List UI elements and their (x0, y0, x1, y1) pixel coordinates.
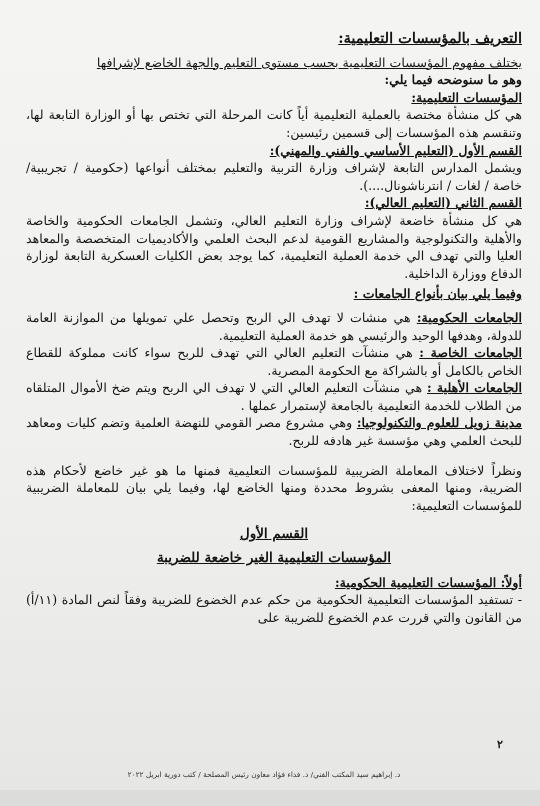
label-zewail-city: مدينة زويل للعلوم والتكنولوجيا: (356, 415, 522, 431)
part-1-heading: القسم الأول (239, 526, 309, 543)
heading-section-2: القسم الثاني (التعليم العالي): (364, 195, 522, 211)
part-1-subheading: المؤسسات التعليمية الغير خاضعة للضريبة (156, 550, 392, 567)
item-ahlia-universities (26, 379, 522, 414)
types-intro: وفيما يلي بيان بأنواع الجامعات : (353, 286, 522, 302)
text-zewail-city: وهي مشروع مصر القومي للنهضة العلمية وتضم كليات ومعاهد للبحث العلمي وهي مؤسسة غير هادفه للربح. (26, 415, 522, 449)
item-private-universities (26, 344, 522, 379)
heading-institutions: المؤسسات التعليمية: (411, 89, 522, 105)
bottom-edge (0, 790, 540, 806)
heading-first-government: أولاً: المؤسسات التعليمية الحكومية: (334, 574, 522, 590)
text-private-universities: هي منشآت التعليم العالي التي تهدف للربح سواء كانت مملوكة للقطاع الخاص بالكامل أو بالشراكة مع الحكومة المصرية. (26, 345, 522, 378)
paragraph-section-1: ويشمل المدارس التابعة لإشراف وزارة التربية والتعليم بمختلف أنواعها (حكومية / تجريبية/ خاصة / لغات / انترناشونال....). (26, 160, 522, 193)
paragraph-institutions: هي كل منشأة مختصة بالعملية التعليمية أياً كانت المرحلة التي تختص بها أو الوزارة التابعة لها، وتنقسم هذه المؤسسات إلى قسمين رئيسين: (26, 107, 522, 140)
label-ahlia-universities: الجامعات الأهلية : (427, 380, 523, 396)
label-government-universities: الجامعات الحكومية: (416, 309, 522, 325)
intro-line-1: يختلف مفهوم المؤسسات التعليمية بحسب مستوى التعليم والجهة الخاضع لإشرافها (96, 54, 522, 70)
page-footer: د. إبراهيم سيد المكتب الفني/ د. فداء فؤاد معاون رئيس المصلحة / كتب دورية ابريل ٢٠٢٢ (127, 770, 401, 779)
paragraph-section-2: هي كل منشأة خاضعة لإشراف وزارة التعليم العالي، وتشمل الجامعات الحكومية والخاصة والأهلية والتكنولوجية والمشاريع القومية لدعم البحث العلمي والأكاديميات المتخصصة والمعاهد العليا والتي تهدف الي خدمة العملية التعليمية، كما يوجد بعض الكليات العسكرية التابعة لوزارة الدفاع ووزارة الداخلية. (26, 212, 522, 281)
page-body (26, 30, 522, 626)
text-government-universities: هي منشات لا تهدف الي الربح وتحصل علي تمويلها من الموازنة العامة للدولة، وهدفها الوحيد والرئيسي هو خدمة العملية التعليمية. (26, 309, 522, 343)
item-zewail-city (26, 414, 522, 449)
item-government-universities (26, 309, 522, 344)
label-private-universities: الجامعات الخاصة : (419, 345, 522, 361)
page-title: التعريف بالمؤسسات التعليمية: (338, 30, 522, 47)
text-ahlia-universities: هي منشآت التعليم العالي التي لا تهدف الي الربح ويتم ضخ الأموال المتلقاه من الطلاب للخدمة التعليمية بالجامعة لإستمرار عملها . (26, 380, 522, 413)
paragraph-tax-intro: ونظراً لاختلاف المعاملة الضريبية للمؤسسات التعليمية فمنها ما هو غير خاضع لأحكام هذه الضريبة، ومنها المعفى بشروط محددة ومنها الخاضع لها، وفيما يلي بيان للمعاملة الضريبية للمؤسسات التعليمية: (26, 462, 522, 513)
bullet-first-government: - تستفيد المؤسسات التعليمية الحكومية من حكم عدم الخضوع للضريبة وفقاً لنص المادة (١١/أ) من القانون والتي قررت عدم الخضوع للضريبة على (26, 591, 522, 626)
intro-line-2: وهو ما سنوضحه فيما يلي: (384, 72, 522, 88)
page-number: ٢ (497, 738, 503, 751)
heading-section-1: القسم الأول (التعليم الأساسي والفني والمهني): (269, 142, 522, 158)
